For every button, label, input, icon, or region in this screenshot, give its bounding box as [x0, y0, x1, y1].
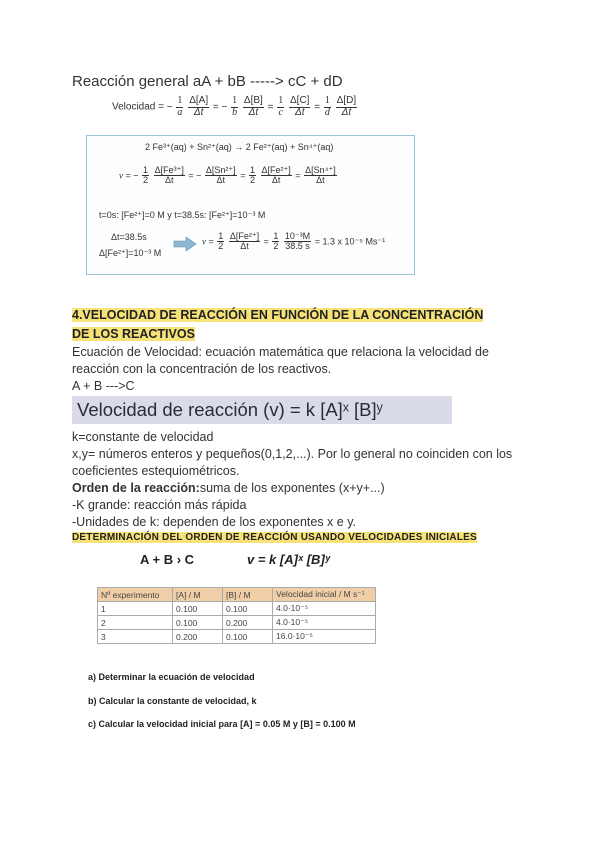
question-a: a) Determinar la ecuación de velocidad	[88, 672, 255, 682]
rate-term: = $\frac{1}{c}$ $\frac{\Delta[C]}{\Delta t}$	[267, 95, 310, 118]
paragraph-line: Ecuación de Velocidad: ecuación matemática que relaciona la velocidad de	[72, 345, 489, 359]
example-rate-expression: v = − $\frac{1}{2}$ $\frac{\text{Δ[Fe³⁺]}}{\Delta t}$ = − $\frac{\text{Δ[Sn²⁺]}}{\Delta t}$ = $\frac{1}{2}$ $\frac{\text{Δ[Fe²⁺]}}{\Delta t}$ = $\frac{\text{Δ[Sn⁴⁺]}}{\Delta t}$	[119, 165, 336, 186]
xy-definition: coeficientes estequiométricos.	[72, 464, 240, 478]
table-header: Nº experimento	[98, 588, 173, 602]
k-definition: k=constante de velocidad	[72, 430, 214, 444]
example-reaction: 2 Fe³⁺(aq) + Sn²⁺(aq) → 2 Fe²⁺(aq) + Sn⁴⁺(aq)	[145, 142, 334, 152]
rate-law-banner	[72, 396, 452, 424]
section-title: 4.VELOCIDAD DE REACCIÓN EN FUNCIÓN DE LA CONCENTRACIÓN DE LOS REACTIVOS	[72, 308, 484, 341]
reaction-order: Orden de la reacción:suma de los exponentes (x+y+...)	[72, 481, 385, 495]
question-b: b) Calcular la constante de velocidad, k	[88, 696, 257, 706]
table-cell: 0.200	[223, 616, 273, 630]
example-result: 1.3 x 10⁻⁵ Ms⁻¹	[322, 236, 386, 247]
table-cell: 1	[98, 602, 173, 616]
table-row	[98, 616, 376, 630]
table-header: [A] / M	[173, 588, 223, 602]
k-big-note: -K grande: reacción más rápida	[72, 498, 247, 512]
xy-definition: x,y= números enteros y pequeños(0,1,2,...). Por lo general no coinciden con los	[72, 447, 513, 461]
example-conditions: t=0s: [Fe²⁺]=0 M y t=38.5s: [Fe²⁺]=10⁻³ M	[99, 210, 266, 220]
determination-rate-law: v = k [A]ˣ [B]ʸ	[247, 552, 331, 567]
table-cell: 0.100	[173, 602, 223, 616]
example-calculation: v = $\frac{1}{2}$ $\frac{\text{Δ[Fe²⁺]}}{\Delta t}$ = $\frac{1}{2}$ $\frac{\text{10⁻³M}}{38.5 s}$ = 1.3 x 10⁻⁵ Ms⁻¹	[202, 231, 386, 252]
example-delta-conc: Δ[Fe²⁺]=10⁻³ M	[99, 248, 162, 258]
paragraph-line: reacción con la concentración de los reactivos.	[72, 362, 332, 376]
rate-term: = $\frac{1}{d}$ $\frac{\Delta[D]}{\Delta t}$	[314, 95, 357, 118]
table-cell: 3	[98, 630, 173, 644]
determination-reaction: A + B › C	[140, 552, 195, 567]
question-c: c) Calcular la velocidad inicial para [A] = 0.05 M y [B] = 0.100 M	[88, 719, 356, 729]
table-cell: 2	[98, 616, 173, 630]
table-header-row	[98, 588, 376, 602]
example-box	[86, 135, 415, 275]
table-cell: 0.100	[173, 616, 223, 630]
example-delta-t: Δt=38.5s	[111, 232, 147, 242]
table-cell: 0.200	[173, 630, 223, 644]
rate-term: − $\frac{1}{a}$ $\frac{\Delta[A]}{\Delta t}$	[166, 95, 209, 118]
reaction-order-label: Orden de la reacción:	[72, 481, 200, 495]
experiment-table	[97, 587, 376, 644]
general-reaction: Reacción general aA + bB -----> cC + dD	[72, 73, 343, 90]
k-units-note: -Unidades de k: dependen de los exponentes x e y.	[72, 515, 356, 529]
table-cell: 16.0·10⁻⁵	[273, 630, 376, 644]
rate-term: = − $\frac{1}{b}$ $\frac{\Delta[B]}{\Delta t}$	[212, 95, 263, 118]
arrow-icon	[173, 237, 197, 251]
rate-law: Velocidad de reacción (v) = k [A]ˣ [B]ʸ	[77, 399, 383, 420]
table-cell: 0.100	[223, 630, 273, 644]
table-cell: 4.0·10⁻⁵	[273, 602, 376, 616]
table-row	[98, 602, 376, 616]
table-header: Velocidad inicial / M s⁻¹	[273, 588, 376, 602]
paragraph-line: A + B --->C	[72, 379, 135, 393]
determination-title: DETERMINACIÓN DEL ORDEN DE REACCIÓN USANDO VELOCIDADES INICIALES	[72, 532, 477, 543]
table-cell: 4.0·10⁻⁵	[273, 616, 376, 630]
rate-definition	[112, 96, 358, 118]
table-header: [B] / M	[223, 588, 273, 602]
table-cell: 0.100	[223, 602, 273, 616]
table-row	[98, 630, 376, 644]
rate-label: Velocidad =	[112, 101, 164, 113]
